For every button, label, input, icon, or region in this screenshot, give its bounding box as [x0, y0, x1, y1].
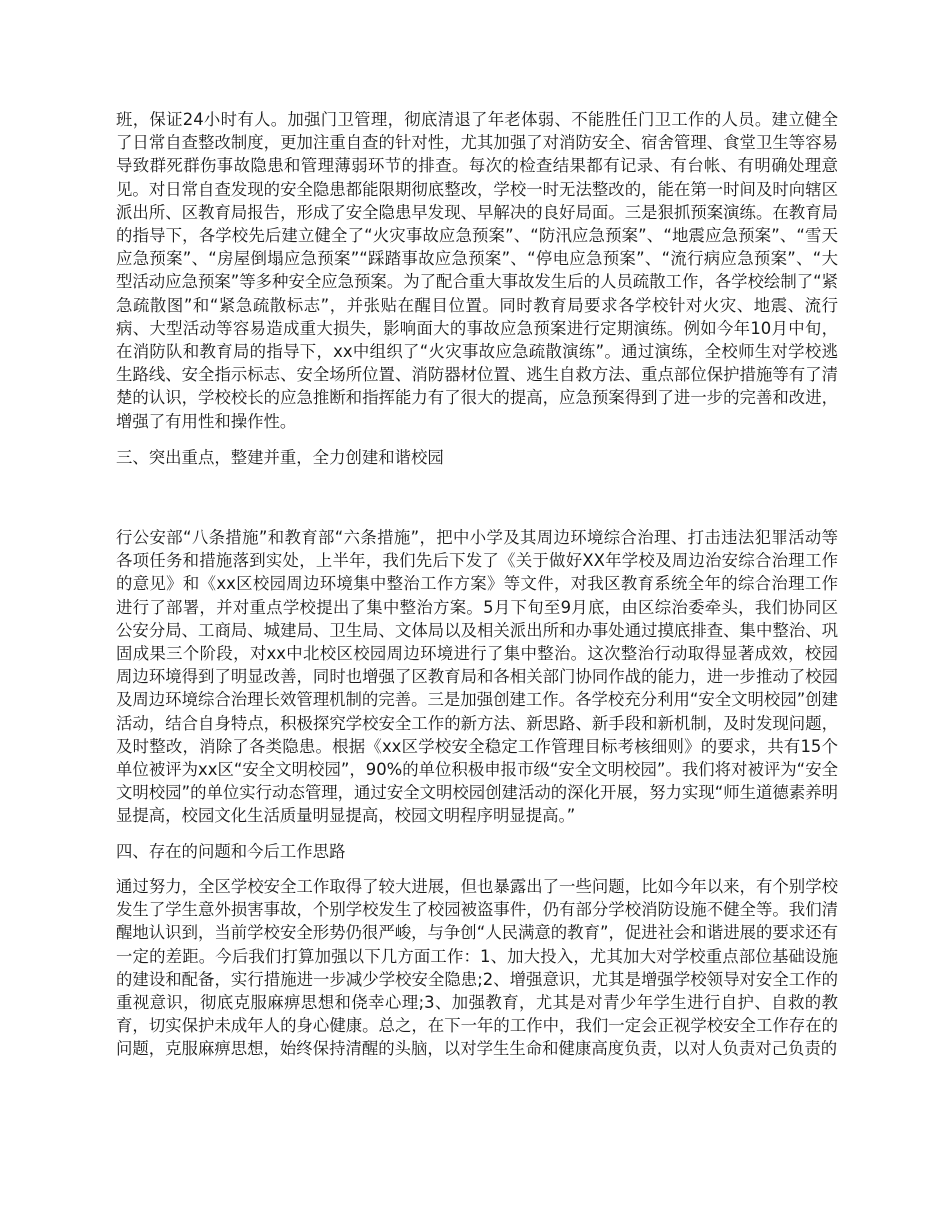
section-heading-four: 四、存在的问题和今后工作思路: [116, 841, 346, 861]
section-heading-three: 三、突出重点，整建并重，全力创建和谐校园: [116, 447, 444, 467]
document-page: [116, 108, 838, 1061]
paragraph-campus-environment: 行公安部“八条措施”和教育部“六条措施”，把中小学及其周边环境综合治理、打击违法犯罪活动等各项任务和措施落到实处，上半年，我们先后下发了《关于做好XX年学校及周边治安综合治理工作的意见》和《xx区校园周边环境集中整治工作方案》等文件，对我区教育系统全年的综合治理工作进行了部署，并对重点学校提出了集中整治方案。5月下旬至9月底，由区综治委牵头，我们协同区公安分局、工商局、城建局、卫生局、文体局以及相关派出所和办事处通过摸底排查、集中整治、巩固成果三个阶段，对xx中北校区校园周边环境进行了集中整治。这次整治行动取得显著成效，校园周边环境得到了明显改善，同时也增强了区教育局和各相关部门协同作战的能力，进一步推动了校园及周边环境综合治理长效管理机制的完善。三是加强创建工作。各学校充分利用“安全文明校园”创建活动，结合自身特点，积极探究学校安全工作的新方法、新思路、新手段和新机制，及时发现问题，及时整改，消除了各类隐患。根据《xx区学校安全稳定工作管理目标考核细则》的要求，共有15个单位被评为xx区“安全文明校园”，90%的单位积极申报市级“安全文明校园”。我们将对被评为“安全文明校园”的单位实行动态管理，通过安全文明校园创建活动的深化开展，努力实现“师生道德素养明显提高，校园文化生活质量明显提高，校园文明程序明显提高。”: [116, 528, 838, 826]
paragraph-emergency-plans: 班，保证24小时有人。加强门卫管理，彻底清退了年老体弱、不能胜任门卫工作的人员。建立健全了日常自查整改制度，更加注重自查的针对性，尤其加强了对消防安全、宿舍管理、食堂卫生等容易导致群死群伤事故隐患和管理薄弱环节的排查。每次的检查结果都有记录、有台帐、有明确处理意见。对日常自查发现的安全隐患都能限期彻底整改，学校一时无法整改的，能在第一时间及时向辖区派出所、区教育局报告，形成了安全隐患早发现、早解决的良好局面。三是狠抓预案演练。在教育局的指导下，各学校先后建立健全了“火灾事故应急预案”、“防汛应急预案”、“地震应急预案”、“雪天应急预案”、“房屋倒塌应急预案”“踩踏事故应急预案”、“停电应急预案”、“流行病应急预案”、“大型活动应急预案”等多种安全应急预案。为了配合重大事故发生后的人员疏散工作，各学校绘制了“紧急疏散图”和“紧急疏散标志”，并张贴在醒目位置。同时教育局要求各学校针对火灾、地震、流行病、大型活动等容易造成重大损失，影响面大的事故应急预案进行定期演练。例如今年10月中旬，在消防队和教育局的指导下，xx中组织了“火灾事故应急疏散演练”。通过演练，全校师生对学校逃生路线、安全指示标志、安全场所位置、消防器材位置、逃生自救方法、重点部位保护措施等有了清楚的认识，学校校长的应急推断和指挥能力有了很大的提高，应急预案得到了进一步的完善和改进，增强了有用性和操作性。: [116, 110, 838, 431]
paragraph-problems-and-plans: 通过努力，全区学校安全工作取得了较大进展，但也暴露出了一些问题，比如今年以来，有个别学校发生了学生意外损害事故，个别学校发生了校园被盗事件，仍有部分学校消防设施不健全等。我们清醒地认识到，当前学校安全形势仍很严峻，与争创“人民满意的教育”，促进社会和谐进展的要求还有一定的差距。今后我们打算加强以下几方面工作：1、加大投入，尤其加大对学校重点部位基础设施的建设和配备，实行措施进一步减少学校安全隐患;2、增强意识，尤其是增强学校领导对安全工作的重视意识，彻底克服麻痹思想和侥幸心理;3、加强教育，尤其是对青少年学生进行自护、自救的教育，切实保护未成年人的身心健康。总之，在下一年的工作中，我们一定会正视学校安全工作存在的问题，克服麻痹思想，始终保持清醒的头脑，以对学生生命和健康高度负责，以对人负责对己负责的: [116, 876, 838, 1059]
